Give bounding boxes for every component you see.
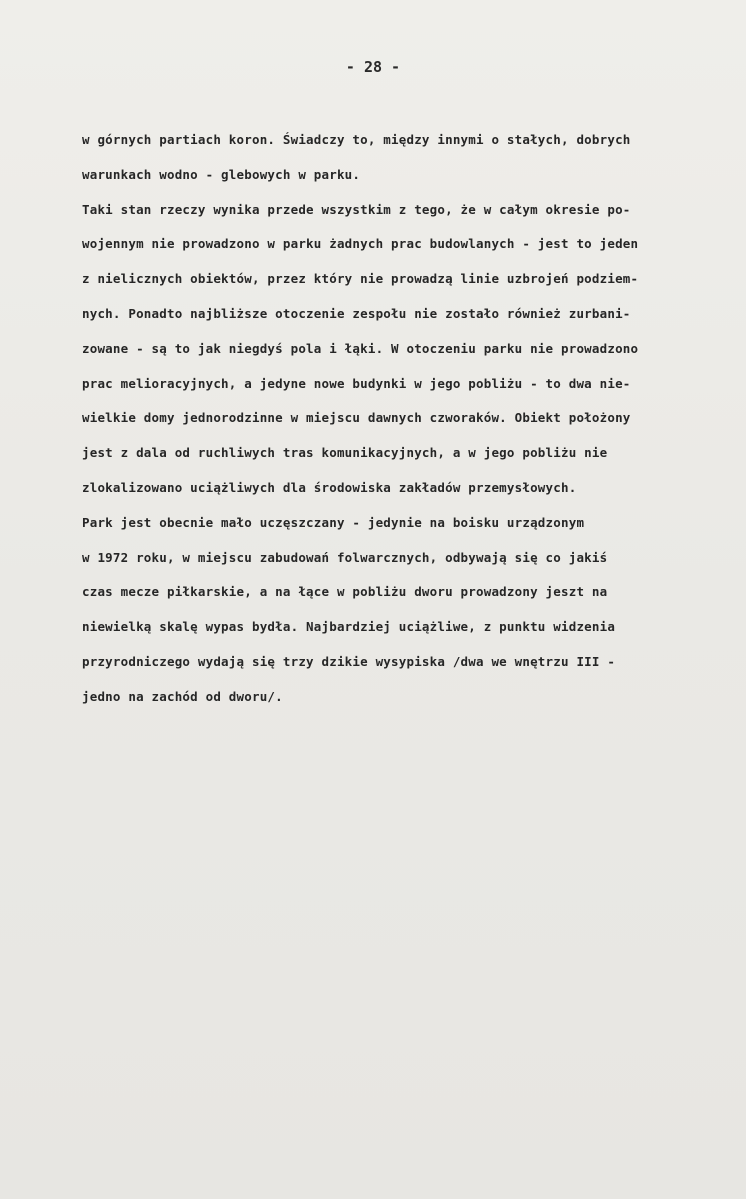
text-line-4: wojennym nie prowadzono w parku żadnych prac budowlanych - jest to jeden <box>82 236 639 252</box>
body-text <box>82 130 722 722</box>
text-line-10: jest z dala od ruchliwych tras komunikacyjnych, a w jego pobliżu nie <box>82 445 608 461</box>
text-line-8: prac melioracyjnych, a jedyne nowe budynki w jego pobliżu - to dwa nie- <box>82 375 631 391</box>
text-line-16: przyrodniczego wydają się trzy dzikie wysypiska /dwa we wnętrzu III - <box>82 653 616 669</box>
text-line-13: w 1972 roku, w miejscu zabudowań folwarcznych, odbywają się co jakiś <box>82 549 608 565</box>
text-line-6: nych. Ponadto najbliższe otoczenie zespołu nie zostało również zurbani- <box>82 305 631 321</box>
text-line-3: Taki stan rzeczy wynika przede wszystkim z tego, że w całym okresie po- <box>82 201 631 217</box>
page-number: - 28 - <box>345 58 401 76</box>
text-line-1: w górnych partiach koron. Świadczy to, między innymi o stałych, dobrych <box>82 132 631 147</box>
text-line-12: Park jest obecnie mało uczęszczany - jedynie na boisku urządzonym <box>82 514 585 530</box>
text-line-9: wielkie domy jednorodzinne w miejscu dawnych czworaków. Obiekt położony <box>82 410 631 426</box>
text-line-2: warunkach wodno - glebowych w parku. <box>82 166 361 182</box>
text-line-11: zlokalizowano uciążliwych dla środowiska zakładów przemysłowych. <box>82 479 577 495</box>
text-line-7: zowane - są to jak niegdyś pola i łąki. W otoczeniu parku nie prowadzono <box>82 340 639 356</box>
text-line-17: jedno na zachód od dworu/. <box>82 688 283 704</box>
text-line-14: czas mecze piłkarskie, a na łące w pobliżu dworu prowadzony jeszt na <box>82 584 608 600</box>
text-line-5: z nielicznych obiektów, przez który nie prowadzą linie uzbrojeń podziem- <box>82 271 639 287</box>
text-line-15: niewielką skalę wypas bydła. Najbardziej uciążliwe, z punktu widzenia <box>82 619 616 635</box>
